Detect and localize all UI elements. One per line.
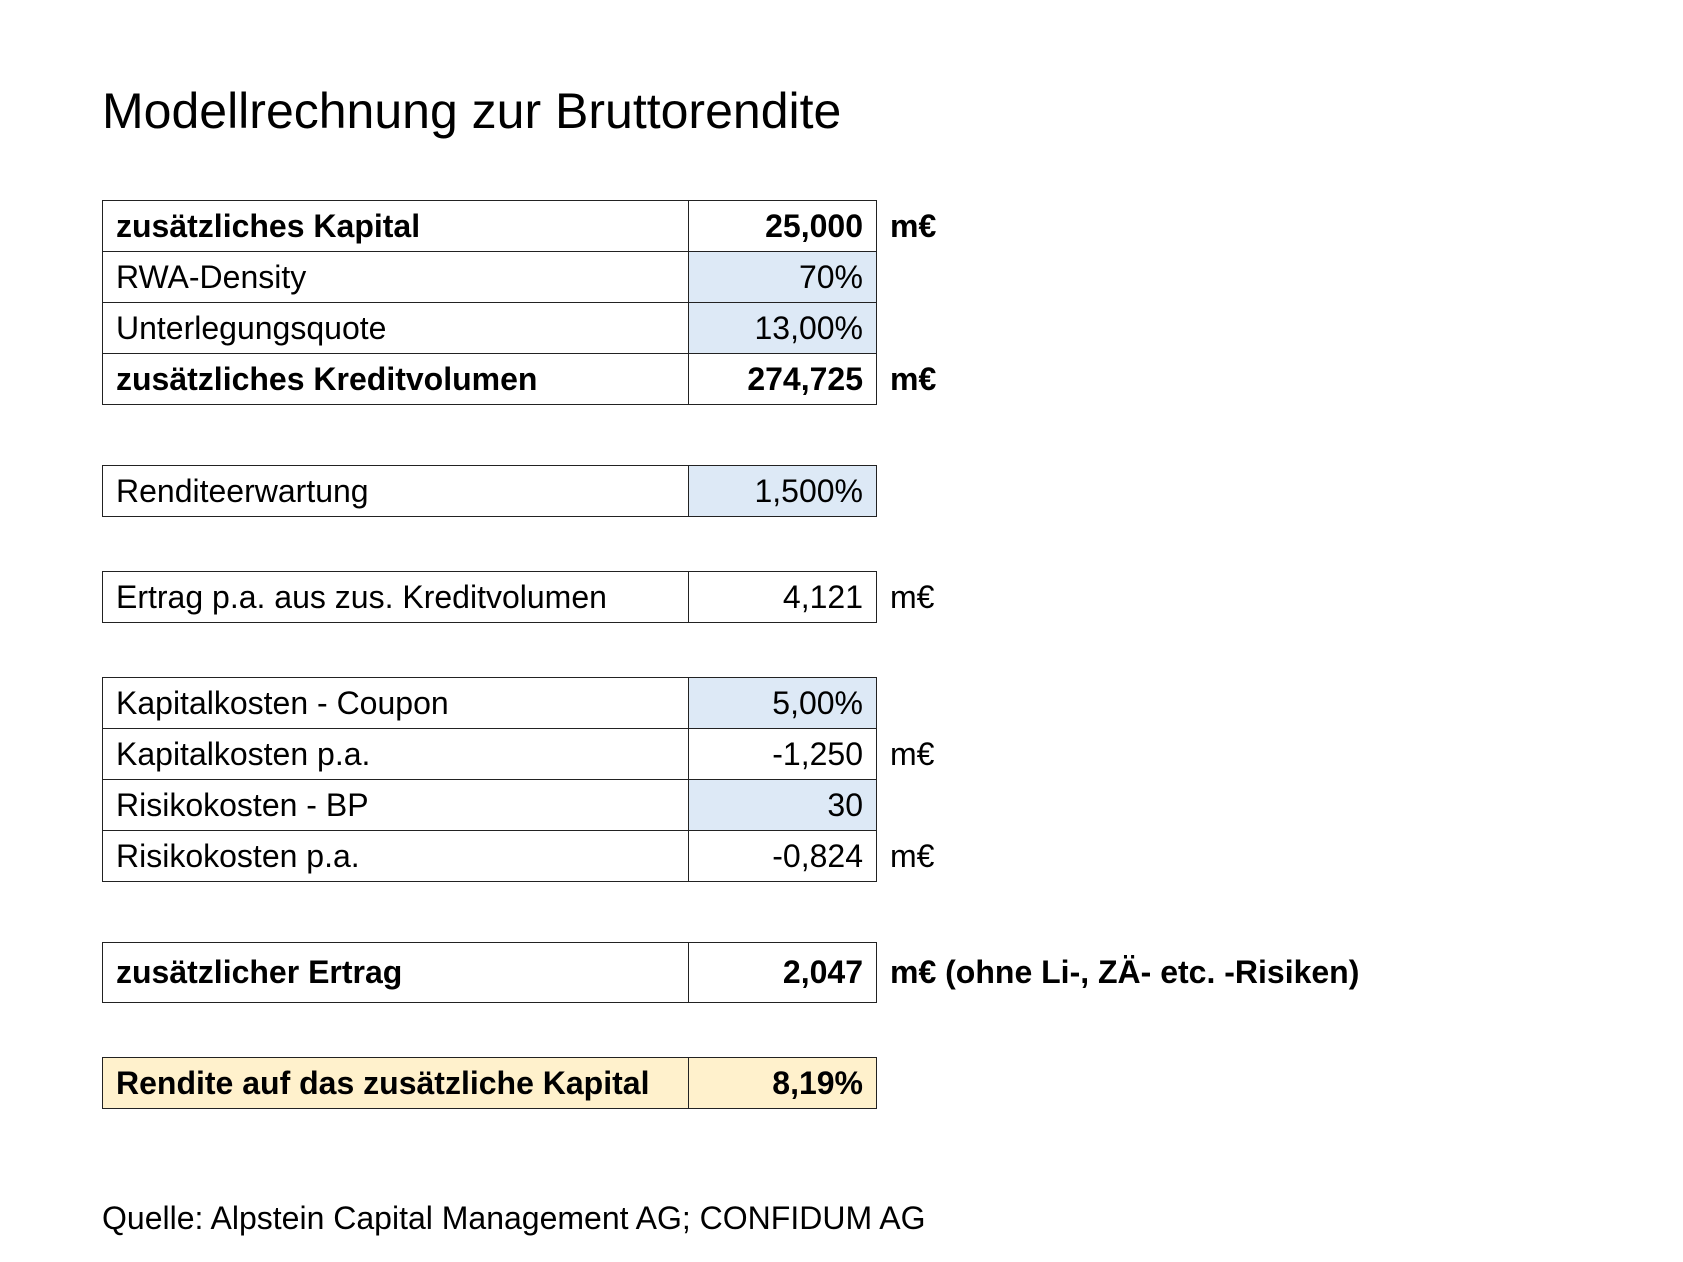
- table-row: [103, 354, 937, 405]
- row-value: 2,047: [689, 943, 877, 1003]
- row-value: -0,824: [689, 831, 877, 882]
- table-row: [103, 943, 1360, 1003]
- costs-table: [102, 677, 935, 882]
- row-unit: m€: [890, 735, 935, 772]
- result-label: Rendite auf das zusätzliche Kapital: [103, 1058, 689, 1109]
- row-value: 4,121: [689, 572, 877, 623]
- table-row: [103, 303, 937, 354]
- row-label: Kapitalkosten p.a.: [103, 729, 689, 780]
- row-label: Risikokosten - BP: [103, 780, 689, 831]
- row-unit: [877, 678, 935, 729]
- row-label: Kapitalkosten - Coupon: [103, 678, 689, 729]
- page-title: Modellrechnung zur Bruttorendite: [102, 83, 842, 139]
- additional-income-table: [102, 942, 1359, 1003]
- row-unit: [877, 252, 937, 303]
- table-row: [103, 831, 935, 882]
- table-row: [103, 252, 937, 303]
- capital-table: [102, 200, 937, 405]
- source-note: Quelle: Alpstein Capital Management AG; CONFIDUM AG: [102, 1200, 926, 1236]
- row-unit: [877, 1058, 891, 1109]
- row-unit: m€: [890, 207, 937, 244]
- row-label: Risikokosten p.a.: [103, 831, 689, 882]
- income-table: [102, 571, 934, 623]
- input-value-cell[interactable]: 1,500%: [689, 466, 877, 517]
- row-value: -1,250: [689, 729, 877, 780]
- row-label: zusätzliches Kreditvolumen: [103, 354, 689, 405]
- input-value-cell[interactable]: 70%: [689, 252, 877, 303]
- row-unit: m€: [890, 837, 935, 874]
- table-row: [103, 1058, 891, 1109]
- row-unit: [877, 466, 891, 517]
- table-row: [103, 780, 935, 831]
- row-label: Ertrag p.a. aus zus. Kreditvolumen: [103, 572, 689, 623]
- yield-expectation-table: [102, 465, 890, 517]
- table-row: [103, 572, 935, 623]
- table-row: [103, 466, 891, 517]
- row-unit: [877, 303, 937, 354]
- row-unit: [877, 780, 935, 831]
- table-row: [103, 729, 935, 780]
- input-value-cell[interactable]: 30: [689, 780, 877, 831]
- row-label: RWA-Density: [103, 252, 689, 303]
- row-label: zusätzliches Kapital: [103, 201, 689, 252]
- table-row: [103, 201, 937, 252]
- row-unit: m€: [890, 360, 937, 397]
- row-value: 274,725: [689, 354, 877, 405]
- row-label: Unterlegungsquote: [103, 303, 689, 354]
- row-unit-note: m€ (ohne Li-, ZÄ- etc. -Risiken): [890, 954, 1360, 990]
- row-label: Renditeerwartung: [103, 466, 689, 517]
- return-table: [102, 1057, 890, 1109]
- input-value-cell[interactable]: 13,00%: [689, 303, 877, 354]
- input-value-cell[interactable]: 5,00%: [689, 678, 877, 729]
- row-label: zusätzlicher Ertrag: [103, 943, 689, 1003]
- row-unit: m€: [890, 578, 935, 615]
- table-row: [103, 678, 935, 729]
- row-value: 25,000: [689, 201, 877, 252]
- result-value: 8,19%: [689, 1058, 877, 1109]
